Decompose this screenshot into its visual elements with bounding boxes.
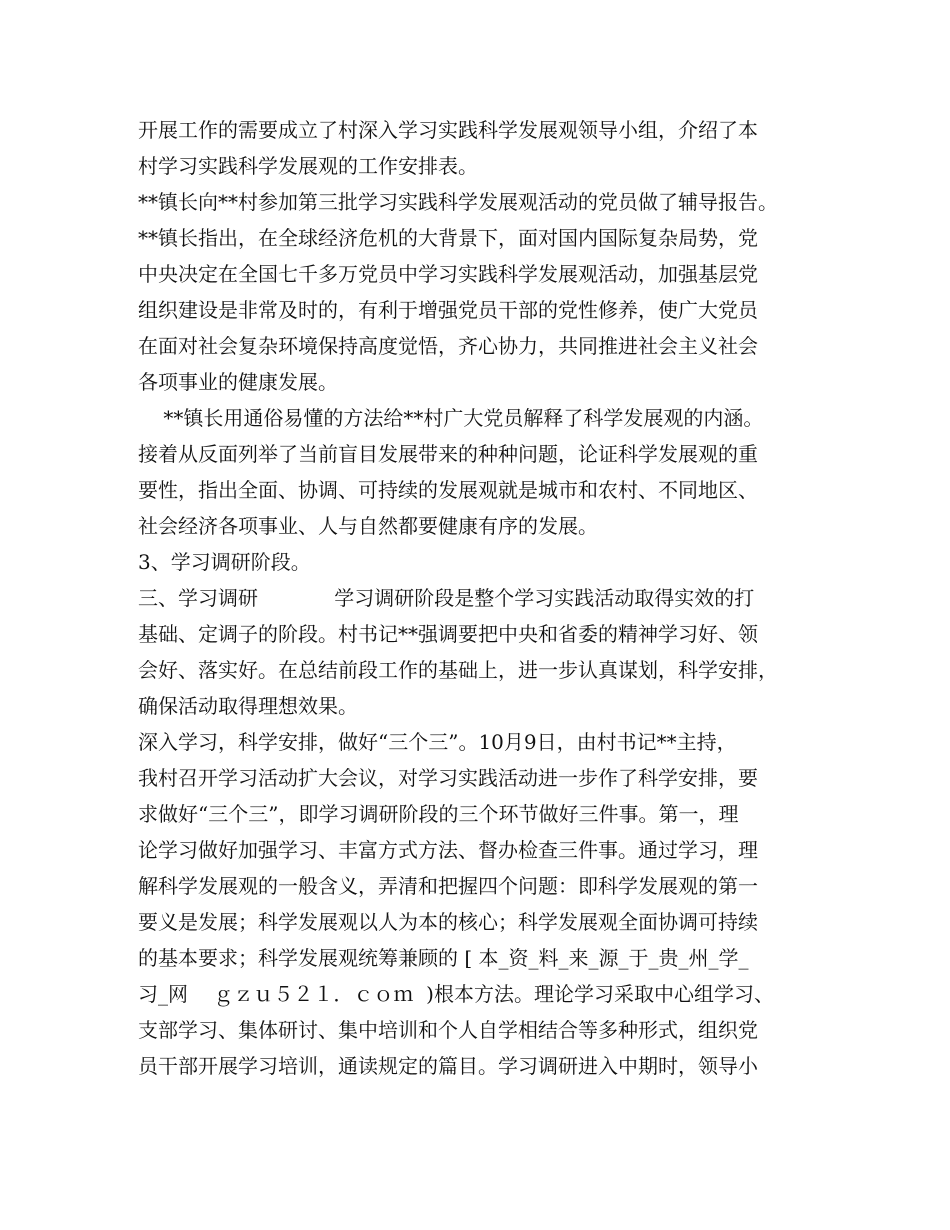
text-line-25: 习_网 ｇｚｕ５２１．ｃｏｍ )根本方法。理论学习采取中心组学习、 bbox=[138, 982, 774, 1006]
text-line-19: 我村召开学习活动扩大会议，对学习实践活动进一步作了科学安排，要 bbox=[138, 766, 758, 790]
text-line-3: **镇长向**村参加第三批学习实践科学发展观活动的党员做了辅导报告。 bbox=[138, 190, 778, 214]
text-line-22: 解科学发展观的一般含义，弄清和把握四个问题：即科学发展观的第一 bbox=[138, 874, 758, 898]
text-line-7: 在面对社会复杂环境保持高度觉悟，齐心协力，共同推进社会主义社会 bbox=[138, 334, 758, 358]
text-line-6: 组织建设是非常及时的，有利于增强党员干部的党性修养，使广大党员 bbox=[138, 298, 758, 322]
text-line-16: 会好、落实好。在总结前段工作的基础上，进一步认真谋划，科学安排， bbox=[138, 658, 778, 682]
text-line-5: 中央决定在全国七千多万党员中学习实践科学发展观活动，加强基层党 bbox=[138, 262, 758, 286]
text-line-21: 论学习做好加强学习、丰富方式方法、督办检查三件事。通过学习，理 bbox=[138, 838, 758, 862]
text-line-4: **镇长指出，在全球经济危机的大背景下，面对国内国际复杂局势，党 bbox=[138, 226, 758, 250]
text-line-9: **镇长用通俗易懂的方法给**村广大党员解释了科学发展观的内涵。 bbox=[138, 406, 764, 430]
text-line-27: 员干部开展学习培训，通读规定的篇目。学习调研进入中期时，领导小 bbox=[138, 1054, 758, 1078]
text-line-14: 三、学习调研 学习调研阶段是整个学习实践活动取得实效的打 bbox=[138, 586, 755, 610]
text-line-26: 支部学习、集体研讨、集中培训和个人自学相结合等多种形式，组织党 bbox=[138, 1018, 758, 1042]
text-line-2: 村学习实践科学发展观的工作安排表。 bbox=[138, 154, 478, 178]
text-line-24: 的基本要求；科学发展观统筹兼顾的 [ 本_资_料_来_源_于_贵_州_学_ bbox=[138, 946, 749, 970]
text-line-20: 求做好“三个三”，即学习调研阶段的三个环节做好三件事。第一，理 bbox=[138, 802, 739, 826]
text-line-23: 要义是发展；科学发展观以人为本的核心；科学发展观全面协调可持续 bbox=[138, 910, 758, 934]
text-line-18: 深入学习，科学安排，做好“三个三”。10月9日，由村书记**主持， bbox=[138, 730, 737, 754]
text-line-8: 各项事业的健康发展。 bbox=[138, 370, 338, 394]
text-line-10: 接着从反面列举了当前盲目发展带来的种种问题，论证科学发展观的重 bbox=[138, 442, 758, 466]
text-line-13: 3、学习调研阶段。 bbox=[138, 550, 311, 574]
text-line-1: 开展工作的需要成立了村深入学习实践科学发展观领导小组，介绍了本 bbox=[138, 118, 758, 142]
text-line-15: 基础、定调子的阶段。村书记**强调要把中央和省委的精神学习好、领 bbox=[138, 622, 758, 646]
text-line-12: 社会经济各项事业、人与自然都要健康有序的发展。 bbox=[138, 514, 598, 538]
text-line-11: 要性，指出全面、协调、可持续的发展观就是城市和农村、不同地区、 bbox=[138, 478, 758, 502]
text-line-17: 确保活动取得理想效果。 bbox=[138, 694, 358, 718]
